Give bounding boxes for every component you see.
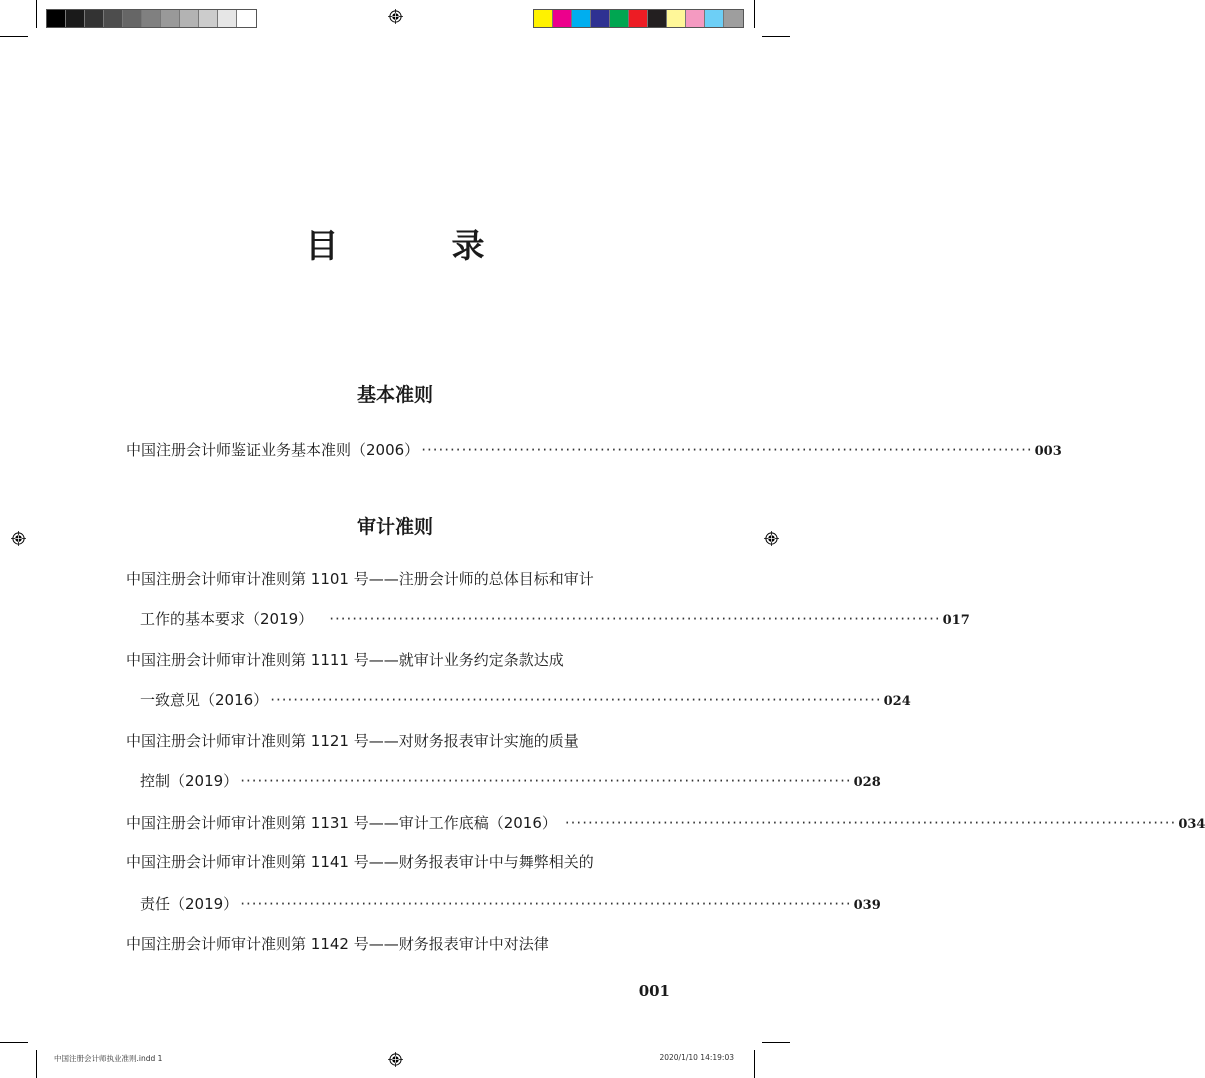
toc-entry-title-cont: 工作的基本要求（2019） [140,610,314,628]
toc-entry-title: 中国注册会计师审计准则第 1111 号——就审计业务约定条款达成 [126,651,564,669]
color-swatch [534,10,553,27]
crop-mark [36,1050,37,1078]
crop-mark [0,1042,28,1043]
toc-entry-title: 中国注册会计师审计准则第 1142 号——财务报表审计中对法律 [126,935,549,953]
grayscale-color-bar [46,9,257,28]
color-swatch [123,10,142,27]
section-heading-basic: 基本准则 [356,384,433,406]
page-title: 目 录 [305,226,525,265]
toc-entry-line1[interactable] [126,933,670,955]
registration-mark-icon [388,1052,403,1067]
toc-leader-dots: ·········································································································· [240,772,852,790]
toc-entry[interactable] [126,812,1205,836]
toc-entry-line1[interactable] [126,568,670,590]
toc-entry-line1[interactable] [126,851,670,873]
toc-entry-line2[interactable] [140,770,881,794]
color-swatch [237,10,256,27]
toc-page-number: 039 [853,898,881,913]
toc-page-number: 024 [883,694,911,709]
slug-timestamp: 2020/1/10 14:19:03 [659,1053,734,1062]
toc-entry-line2[interactable] [140,689,911,713]
toc-leader-dots: ·········································································································· [421,441,1033,459]
page-number: 001 [638,982,670,1000]
color-swatch [705,10,724,27]
crop-mark [0,36,28,37]
process-color-bar [533,9,744,28]
color-swatch [572,10,591,27]
color-swatch [85,10,104,27]
toc-entry-title-cont: 一致意见（2016） [140,691,269,709]
crop-mark [36,0,37,28]
color-swatch [47,10,66,27]
color-swatch [610,10,629,27]
crop-mark [754,0,755,28]
crop-mark [762,36,790,37]
toc-entry-title-cont: 责任（2019） [140,895,239,913]
toc-entry-line1[interactable] [126,649,670,671]
toc-entry-title: 中国注册会计师审计准则第 1101 号——注册会计师的总体目标和审计 [126,570,594,588]
toc-entry-title: 中国注册会计师审计准则第 1121 号——对财务报表审计实施的质量 [126,732,579,750]
section-heading-audit: 审计准则 [356,516,433,538]
color-swatch [104,10,123,27]
toc-entry-line2[interactable] [140,608,970,632]
color-swatch [218,10,237,27]
toc-page-number: 028 [853,775,881,790]
toc-entry-title: 中国注册会计师审计准则第 1131 号——审计工作底稿（2016） [126,814,557,832]
toc-page-number: 034 [1178,817,1205,832]
crop-mark [754,1050,755,1078]
toc-entry-title-cont: 控制（2019） [140,772,239,790]
color-swatch [142,10,161,27]
toc-entry-title: 中国注册会计师鉴证业务基本准则（2006） [126,441,420,459]
toc-entry-line2[interactable] [140,893,881,917]
toc-leader-dots: ·········································································································· [329,610,941,628]
toc-page-number: 003 [1034,444,1062,459]
toc-leader-dots: ·········································································································· [270,691,882,709]
color-swatch [667,10,686,27]
color-swatch [629,10,648,27]
color-swatch [199,10,218,27]
toc-entry-line1[interactable] [126,730,670,752]
toc-entry-title: 中国注册会计师审计准则第 1141 号——财务报表审计中与舞弊相关的 [126,853,594,871]
slug-filename: 中国注册会计师执业准则.indd 1 [54,1054,163,1063]
toc-page-number: 017 [942,613,970,628]
color-swatch [553,10,572,27]
color-swatch [686,10,705,27]
toc-leader-dots: ·········································································································· [564,814,1177,832]
color-swatch [724,10,743,27]
toc-leader-dots: ·········································································································· [240,895,852,913]
crop-mark [762,1042,790,1043]
toc-entry[interactable] [126,439,1062,463]
color-swatch [591,10,610,27]
color-swatch [66,10,85,27]
registration-mark-icon [388,9,403,24]
color-swatch [648,10,667,27]
color-swatch [180,10,199,27]
color-swatch [161,10,180,27]
